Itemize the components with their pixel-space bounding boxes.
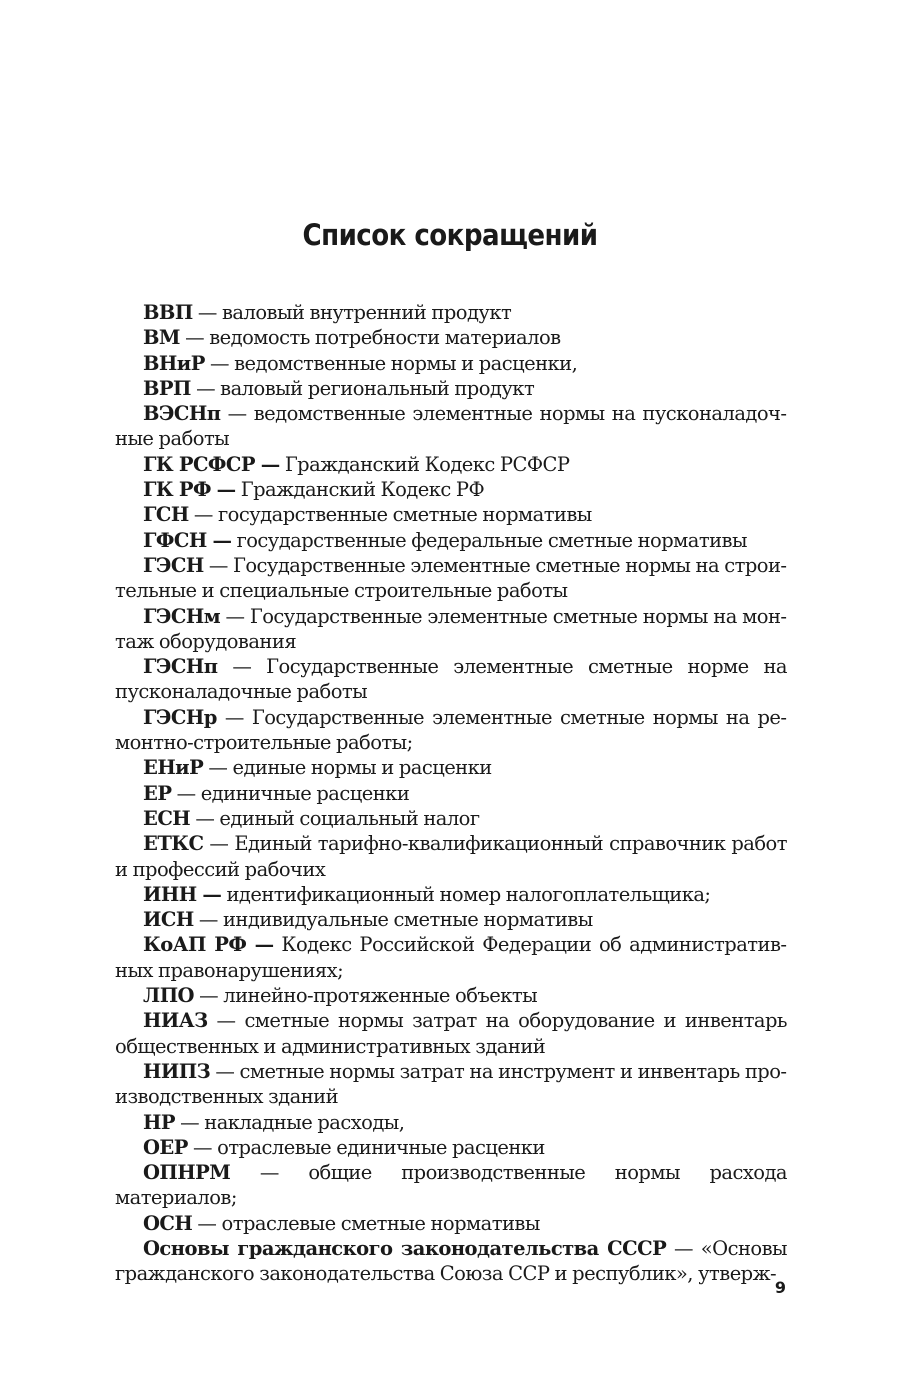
separator: — [190, 806, 220, 830]
abbreviation-definition: «Основы гражданского законодательства Союза ССР и республик», утверж- [115, 1236, 787, 1286]
abbreviation-term: ОСН [143, 1211, 193, 1235]
abbreviation-term: ГК РФ — [143, 478, 236, 502]
abbreviation-term: ИНН — [143, 882, 222, 906]
page-number: 9 [774, 1278, 786, 1297]
abbreviation-term: ВМ [143, 326, 180, 350]
abbreviation-definition: Государственные элементные сметные нормы на монтаж оборудования [115, 604, 788, 653]
separator: — [194, 984, 224, 1008]
abbreviation-entry-koap-rf [115, 932, 787, 983]
separator: — [203, 553, 233, 577]
abbreviation-entry-gesnr [115, 705, 787, 756]
abbreviation-term: ГЭСНр [143, 705, 217, 729]
abbreviation-entry-opnrm [115, 1160, 787, 1211]
abbreviation-definition: идентификационный номер налогоплательщика; [226, 882, 711, 906]
abbreviation-entry-osnovy [115, 1236, 787, 1287]
abbreviation-entry-oer [115, 1135, 787, 1160]
separator: — [217, 655, 267, 679]
abbreviation-entry-vrp [115, 376, 787, 401]
separator: — [666, 1236, 701, 1260]
abbreviation-definition: Государственные элементные сметные нормы на ремонтно-строительные работы; [115, 705, 787, 755]
abbreviation-term: ЕТКС [143, 832, 204, 856]
abbreviation-term: ВВП [143, 301, 193, 324]
abbreviation-definition: ведомость потребности материалов [209, 326, 561, 350]
abbreviation-definition: Единый тарифно-квалификационный справочник работ и профессий рабочих [115, 832, 787, 881]
separator: — [190, 376, 221, 400]
separator: — [216, 705, 252, 729]
page-title: Список сокращений [302, 218, 598, 252]
abbreviation-definition: сметные нормы затрат на инструмент и инвентарь производственных зданий [115, 1059, 787, 1109]
abbreviation-entry-gk-rf [115, 477, 787, 502]
abbreviation-definition: валовый внутренний продукт [221, 301, 512, 324]
abbreviation-term: ОПНРМ [143, 1161, 231, 1185]
abbreviation-definition: Кодекс Российской Федерации об административных правонарушениях; [115, 933, 787, 982]
abbreviation-entry-gfsn [115, 528, 787, 553]
separator: — [192, 1211, 222, 1235]
abbreviation-entry-inn [115, 882, 787, 907]
abbreviation-entry-enir [115, 755, 787, 780]
abbreviation-term: НИАЗ [143, 1009, 208, 1033]
abbreviation-definition: государственные сметные нормативы [218, 503, 592, 527]
abbreviation-definition: Государственные элементные сметные норме на пусконаладочные работы [115, 655, 788, 704]
abbreviation-term: НИПЗ [143, 1059, 211, 1083]
abbreviation-entry-vesnp [115, 401, 787, 452]
abbreviation-definition: сметные нормы затрат на оборудование и инвентарь общественных и административных зданий [115, 1009, 788, 1058]
abbreviation-entry-lpo [115, 983, 787, 1008]
abbreviation-entry-osn [115, 1211, 787, 1236]
abbreviation-term: ГЭСНм [143, 604, 221, 628]
separator: — [204, 351, 235, 375]
abbreviation-entry-etks [115, 831, 787, 882]
abbreviation-definition: отраслевые единичные расценки [217, 1135, 545, 1159]
abbreviation-definition: единые нормы и расценки [232, 756, 492, 780]
abbreviation-term: ВРП [143, 376, 191, 400]
abbreviation-definition: государственные федеральные сметные нормативы [236, 528, 747, 552]
abbreviation-entry-niaz [115, 1008, 787, 1059]
separator: — [193, 908, 223, 932]
abbreviation-list [115, 300, 787, 1287]
abbreviation-entry-vnir [115, 351, 787, 376]
separator: — [203, 756, 233, 780]
abbreviation-definition: Гражданский Кодекс РФ [240, 478, 485, 502]
abbreviation-definition: отраслевые сметные нормативы [221, 1211, 540, 1235]
abbreviation-term: ВЭСНп [143, 402, 221, 426]
abbreviation-definition: индивидуальные сметные нормативы [222, 908, 593, 932]
separator: — [188, 503, 219, 527]
abbreviation-term: КоАП РФ — [143, 933, 274, 957]
separator: — [175, 1110, 205, 1134]
abbreviation-definition: единичные расценки [200, 781, 410, 805]
abbreviation-definition: ведомственные элементные нормы на пусконаладочные работы [115, 402, 787, 451]
abbreviation-term: ГЭСНп [143, 655, 218, 679]
abbreviation-entry-vvp [115, 300, 787, 325]
abbreviation-term: ЕСН [143, 806, 191, 830]
abbreviation-term: ВНиР [143, 351, 205, 375]
abbreviation-entry-er [115, 781, 787, 806]
abbreviation-term: ГЭСН [143, 553, 204, 577]
abbreviation-definition: ведомственные нормы и расценки, [234, 351, 578, 375]
abbreviation-term: ЕР [143, 781, 172, 805]
abbreviation-entry-gsn [115, 502, 787, 527]
abbreviation-definition: Гражданский Кодекс РСФСР [284, 452, 570, 476]
separator: — [220, 604, 250, 628]
abbreviation-definition: общие производственные нормы расхода материалов; [115, 1161, 788, 1210]
abbreviation-term: НР [143, 1110, 175, 1134]
abbreviation-entry-gesnp [115, 654, 787, 705]
abbreviation-definition: валовый региональный продукт [220, 376, 535, 400]
abbreviation-term: ГК РСФСР — [143, 452, 280, 476]
abbreviation-term: ГФСН — [143, 528, 232, 552]
abbreviation-entry-gesn [115, 553, 787, 604]
abbreviation-definition: накладные расходы, [204, 1110, 405, 1134]
abbreviation-entry-gk-rsfsr [115, 452, 787, 477]
abbreviation-term: ИСН [143, 908, 194, 932]
abbreviation-term: ЕНиР [143, 756, 204, 780]
separator: — [210, 1059, 240, 1083]
abbreviation-entry-vm [115, 325, 787, 350]
separator: — [230, 1161, 309, 1185]
abbreviation-term: Основы гражданского законодательства СССР [143, 1236, 667, 1260]
abbreviation-definition: линейно-протяженные объекты [223, 984, 538, 1008]
separator: — [179, 326, 210, 350]
abbreviation-term: ГСН [143, 503, 189, 527]
abbreviation-term: ОЕР [143, 1135, 188, 1159]
abbreviation-term: ЛПО [143, 984, 194, 1008]
separator: — [171, 781, 201, 805]
abbreviation-entry-nr [115, 1110, 787, 1135]
separator: — [220, 402, 254, 426]
separator: — [192, 301, 222, 324]
abbreviation-entry-esn [115, 806, 787, 831]
separator: — [203, 832, 235, 856]
abbreviation-definition: единый социальный налог [219, 806, 480, 830]
abbreviation-entry-gesnm [115, 604, 787, 655]
abbreviation-entry-nipz [115, 1059, 787, 1110]
abbreviation-definition: Государственные элементные сметные нормы на строительные и специальные строительные работы [115, 553, 787, 603]
abbreviation-entry-isn [115, 907, 787, 932]
separator: — [187, 1135, 218, 1159]
separator: — [207, 1009, 245, 1033]
